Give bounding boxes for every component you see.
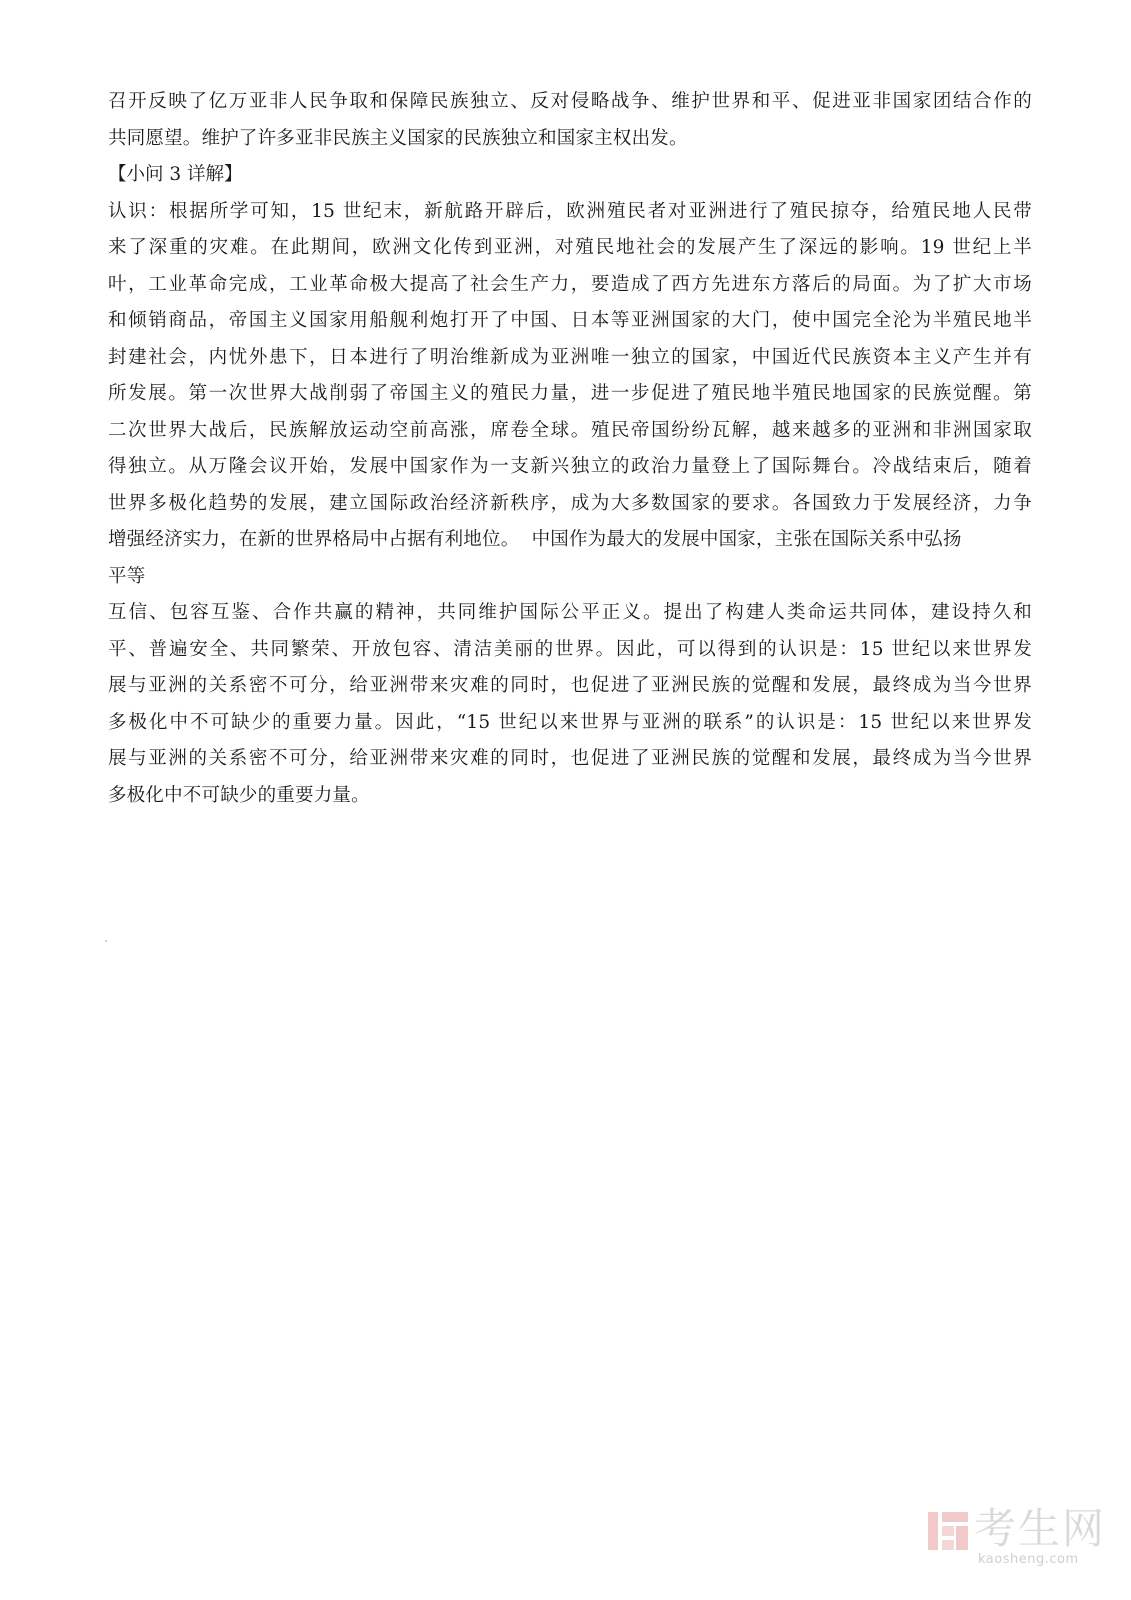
body-line: 平、普遍安全、共同繁荣、开放包容、清洁美丽的世界。因此，可以得到的认识是：15 世纪以来世界发 (108, 638, 1032, 660)
body-line: 认识：根据所学可知，15 世纪末，新航路开辟后，欧洲殖民者对亚洲进行了殖民掠夺，给殖民地人民带 (108, 200, 1032, 222)
intro-line: 共同愿望。维护了许多亚非民族主义国家的民族独立和国家主权出发。 (108, 127, 688, 149)
body-line: 展与亚洲的关系密不可分，给亚洲带来灾难的同时，也促进了亚洲民族的觉醒和发展，最终成为当今世界 (108, 748, 1032, 769)
body-line: 得独立。从万隆会议开始，发展中国家作为一支新兴独立的政治力量登上了国际舞台。冷战结束后，随着 (108, 456, 1032, 477)
section-heading: 【小问 3 详解】 (108, 164, 243, 185)
watermark-url: kaosheng.com (978, 1552, 1079, 1567)
body-line: 展与亚洲的关系密不可分，给亚洲带来灾难的同时，也促进了亚洲民族的觉醒和发展，最终成为当今世界 (108, 675, 1032, 696)
kaosheng-logo-icon (926, 1508, 970, 1554)
body-line: 封建社会，内忧外患下，日本进行了明治维新成为亚洲唯一独立的国家，中国近代民族资本主义产生并有 (108, 346, 1032, 368)
body-line: 多极化中不可缺少的重要力量。 (108, 784, 370, 806)
body-line: 互信、包容互鉴、合作共赢的精神，共同维护国际公平正义。提出了构建人类命运共同体，建设持久和 (108, 602, 1032, 623)
body-line: 多极化中不可缺少的重要力量。因此，“15 世纪以来世界与亚洲的联系”的认识是：15 世纪以来世界发 (108, 711, 1032, 733)
body-line: 叶，工业革命完成，工业革命极大提高了社会生产力，要造成了西方先进东方落后的局面。为了扩大市场 (108, 273, 1032, 295)
watermark-text: 考生网 (974, 1504, 1107, 1553)
document-content (108, 84, 1032, 814)
body-line: 世界多极化趋势的发展，建立国际政治经济新秩序，成为大多数国家的要求。各国致力于发展经济，力争 (108, 492, 1032, 514)
body-line: 和倾销商品，帝国主义国家用船舰利炮打开了中国、日本等亚洲国家的大门，使中国完全沦为半殖民地半 (108, 310, 1032, 331)
watermark (926, 1504, 1107, 1580)
body-line: 二次世界大战后，民族解放运动空前高涨，席卷全球。殖民帝国纷纷瓦解，越来越多的亚洲和非洲国家取 (108, 419, 1032, 441)
body-line: 所发展。第一次世界大战削弱了帝国主义的殖民力量，进一步促进了殖民地半殖民地国家的民族觉醒。第 (108, 383, 1032, 404)
body-line: 平等 (108, 565, 146, 587)
intro-line: 召开反映了亿万亚非人民争取和保障民族独立、反对侵略战争、维护世界和平、促进亚非国家团结合作的 (108, 91, 1032, 112)
stray-dot (105, 940, 107, 942)
body-line: 增强经济实力，在新的世界格局中占据有利地位。 中国作为最大的发展中国家，主张在国际关系中弘扬 (108, 529, 962, 550)
body-line: 来了深重的灾难。在此期间，欧洲文化传到亚洲，对殖民地社会的发展产生了深远的影响。19 世纪上半 (108, 237, 1032, 258)
